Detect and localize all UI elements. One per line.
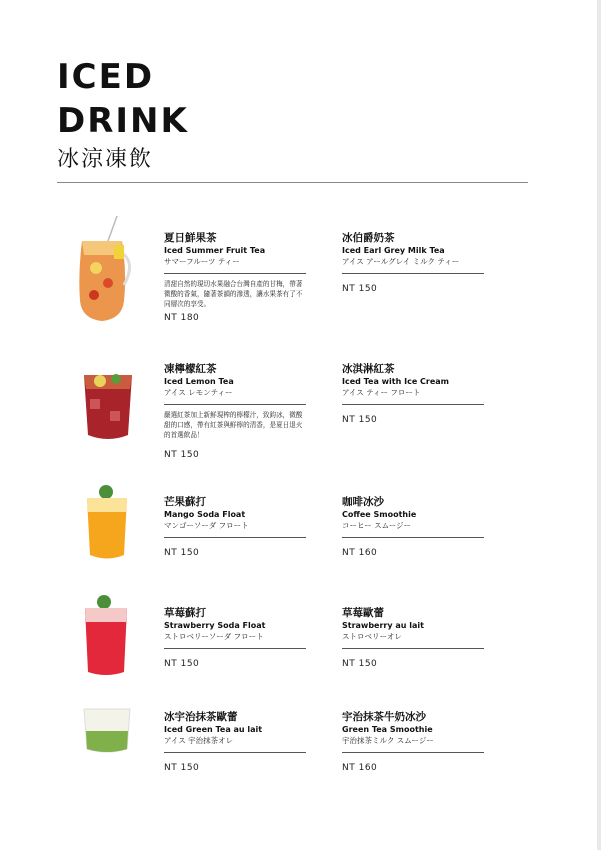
item-description: 清甜自然的現切水果融合台灣自產的甘梅，帶著微酸的香氣，隨著茶韻的滲透，讓水果茶有了不同層次的享受。 (164, 280, 303, 308)
item-price: NT 150 (342, 659, 378, 669)
item-name-jp: 宇治抹茶ミルク スムージー (342, 736, 434, 745)
strawberry-soda-glass-image (80, 590, 132, 680)
item-name-zh: 冰宇治抹茶歐蕾 (164, 711, 238, 723)
item-name-en: Iced Lemon Tea (164, 377, 234, 386)
item-name-en: Iced Summer Fruit Tea (164, 246, 266, 255)
item-name-jp: アイス アールグレイ ミルク ティー (342, 257, 460, 266)
item-name-zh: 夏日鮮果茶 (164, 232, 217, 244)
item-divider (164, 273, 306, 274)
menu-item (164, 711, 306, 774)
item-name-zh: 凍檸檬紅茶 (164, 363, 217, 375)
item-price: NT 160 (342, 548, 378, 558)
item-name-zh: 冰伯爵奶茶 (342, 232, 395, 244)
item-name-zh: 草莓歐蕾 (342, 607, 384, 619)
item-name-jp: アイス 宇治抹茶オレ (164, 736, 234, 745)
item-divider (164, 648, 306, 649)
item-name-en: Green Tea Smoothie (342, 725, 433, 734)
title-drink: DRINK (57, 101, 189, 141)
item-price: NT 150 (164, 450, 200, 460)
item-price: NT 150 (342, 415, 378, 425)
item-price: NT 150 (164, 659, 200, 669)
item-name-jp: アイス ティー フロート (342, 388, 421, 397)
item-divider (342, 273, 484, 274)
item-price: NT 150 (164, 763, 200, 773)
item-name-jp: アイス レモンティー (164, 388, 233, 397)
item-name-en: Iced Earl Grey Milk Tea (342, 246, 445, 255)
item-divider (342, 537, 484, 538)
item-name-zh: 芒果蘇打 (164, 496, 206, 508)
item-name-jp: サマーフルーツ ティー (164, 257, 240, 266)
item-price: NT 150 (342, 284, 378, 294)
menu-item (342, 363, 484, 426)
item-divider (342, 648, 484, 649)
menu-item (164, 607, 306, 670)
menu-item (342, 232, 484, 295)
item-divider (164, 752, 306, 753)
mango-soda-glass-image (82, 480, 132, 565)
title-iced: ICED (57, 57, 155, 97)
item-divider (164, 404, 306, 405)
page-edge (597, 0, 601, 850)
fruit-tea-pitcher-image (70, 213, 140, 328)
menu-item (342, 496, 484, 559)
menu-item (164, 232, 306, 324)
menu-item (164, 363, 306, 461)
item-divider (342, 752, 484, 753)
title-chinese: 冰涼凍飲 (57, 147, 154, 172)
item-name-zh: 咖啡冰沙 (342, 496, 384, 508)
item-name-jp: ストロベリーソーダ フロート (164, 632, 264, 641)
header-divider (57, 182, 528, 183)
item-name-en: Coffee Smoothie (342, 510, 417, 519)
item-divider (342, 404, 484, 405)
item-name-zh: 草莓蘇打 (164, 607, 206, 619)
green-tea-au-lait-glass-image (80, 705, 134, 755)
item-name-jp: コーヒー スムージー (342, 521, 412, 530)
item-price: NT 160 (342, 763, 378, 773)
item-name-zh: 冰淇淋紅茶 (342, 363, 395, 375)
item-divider (164, 537, 306, 538)
item-price: NT 150 (164, 548, 200, 558)
item-name-jp: ストロベリーオレ (342, 632, 402, 641)
menu-item (342, 711, 484, 774)
item-name-zh: 宇治抹茶牛奶冰沙 (342, 711, 426, 723)
item-name-en: Strawberry Soda Float (164, 621, 266, 630)
item-description: 嚴選紅茶加上新鮮現榨的檸檬汁，致鈞冰，微酸甜的口感，帶有紅茶與鮮檸的清香，是夏日退火的首選飲品！ (164, 411, 303, 439)
lemon-tea-glass-image (78, 365, 138, 447)
item-price: NT 180 (164, 313, 200, 323)
menu-item (342, 607, 484, 670)
item-name-en: Strawberry au lait (342, 621, 424, 630)
item-name-jp: マンゴーソーダ フロート (164, 521, 249, 530)
menu-item (164, 496, 306, 559)
item-name-en: Iced Tea with Ice Cream (342, 377, 450, 386)
item-name-en: Mango Soda Float (164, 510, 246, 519)
item-name-en: Iced Green Tea au lait (164, 725, 263, 734)
